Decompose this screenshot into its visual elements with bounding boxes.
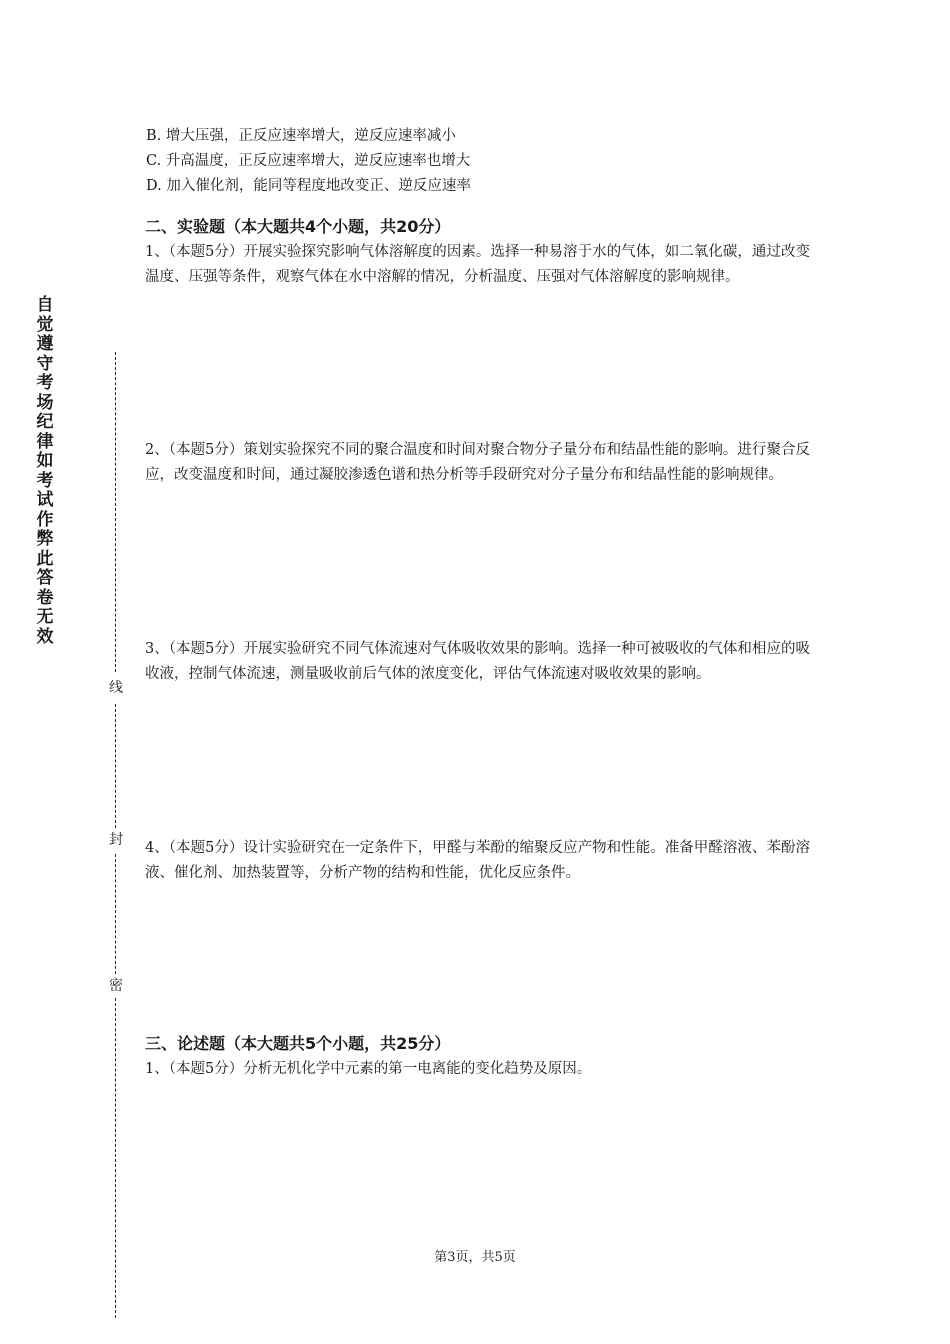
dash-segment <box>115 854 116 974</box>
page-content <box>145 124 810 1082</box>
page-number-footer: 第3页，共5页 <box>434 1250 516 1265</box>
dash-segment <box>115 704 116 828</box>
question-item <box>145 438 810 488</box>
option-c: C. 升高温度，正反应速率增大，逆反应速率也增大 <box>146 153 471 169</box>
question-text: 策划实验探究不同的聚合温度和时间对聚合物分子量分布和结晶性能的影响。进行聚合反应，改变温度和时间，通过凝胶渗透色谱和热分析等手段研究对分子量分布和结晶性能的影响规律。 <box>145 442 811 483</box>
question-label: 4、（本题5分） <box>145 840 244 856</box>
option-d: D. 加入催化剂，能同等程度地改变正、逆反应速率 <box>146 178 471 194</box>
binding-mark-xian: 线 <box>109 680 123 696</box>
question-text: 设计实验研究在一定条件下，甲醛与苯酚的缩聚反应产物和性能。准备甲醛溶液、苯酚溶液、催化剂、加热装置等，分析产物的结构和性能，优化反应条件。 <box>145 840 811 881</box>
binding-mark-mi: 密 <box>109 978 123 994</box>
question-item <box>145 637 810 687</box>
binding-mark-feng: 封 <box>109 832 123 848</box>
question-label: 1、（本题5分） <box>145 244 244 260</box>
question-text: 分析无机化学中元素的第一电离能的变化趋势及原因。 <box>243 1061 592 1077</box>
question-item <box>145 836 810 886</box>
question-item <box>145 240 810 290</box>
section-title-experiment: 二、实验题（本大题共4个小题，共20分） <box>145 217 451 236</box>
binding-line <box>106 352 126 1320</box>
question-label: 2、（本题5分） <box>145 442 244 458</box>
option-b: B. 增大压强，正反应速率增大，逆反应速率减小 <box>146 128 456 144</box>
question-label: 1、（本题5分） <box>145 1061 244 1077</box>
question-text: 开展实验探究影响气体溶解度的因素。选择一种易溶于水的气体，如二氧化碳，通过改变温度、压强等条件，观察气体在水中溶解的情况，分析温度、压强对气体溶解度的影响规律。 <box>145 244 811 285</box>
exam-discipline-notice: 自觉遵守考场纪律如考试作弊此答卷无效 <box>36 295 54 647</box>
question-item <box>145 1057 810 1082</box>
section-title-essay: 三、论述题（本大题共5个小题，共25分） <box>145 1034 451 1053</box>
dash-segment <box>115 998 116 1318</box>
dash-segment <box>115 352 116 672</box>
question-text: 开展实验研究不同气体流速对气体吸收效果的影响。选择一种可被吸收的气体和相应的吸收液，控制气体流速，测量吸收前后气体的浓度变化，评估气体流速对吸收效果的影响。 <box>145 641 811 682</box>
question-label: 3、（本题5分） <box>145 641 244 657</box>
